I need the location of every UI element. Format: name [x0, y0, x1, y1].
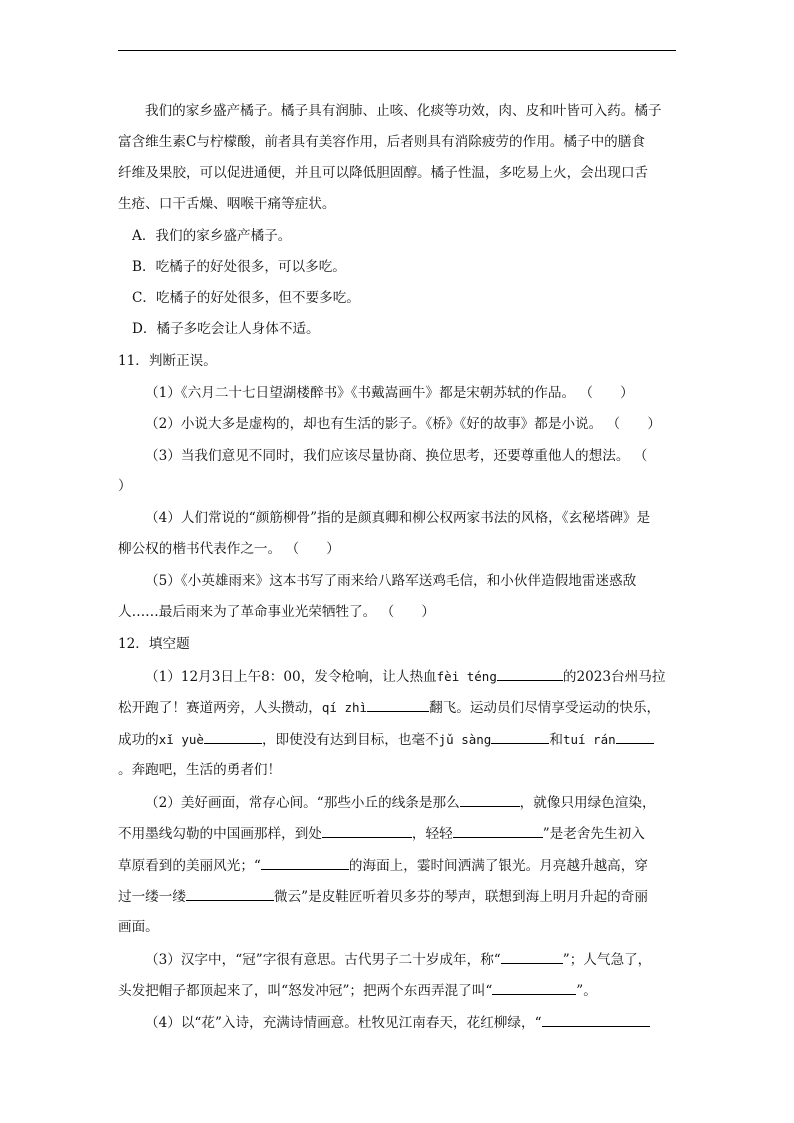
q12-p2-text-8: 过一缕一缕 [118, 889, 186, 905]
answer-blank-2[interactable] [367, 697, 429, 712]
q11-item-5-cont: 人……最后雨来为了革命事业光荣牺牲了。 （ ） [118, 604, 435, 620]
q12-p2-line-3 [118, 855, 678, 876]
q11-item-4-cont: 柳公权的楷书代表作之一。 （ ） [118, 541, 340, 557]
pinyin-ju-sang: jǔ sàng [438, 732, 492, 747]
q12-p2-text-9: 微云”是皮鞋匠听着贝多芬的琴声，联想到海上明月升起的奇丽 [273, 889, 648, 905]
q11-item-3: （3）当我们意见不同时，我们应该尽量协商、换位思考，还要尊重他人的想法。 （ [145, 448, 648, 464]
q12-p3-line-2 [118, 980, 678, 1001]
option-d: D．橘子多吃会让人身体不适。 [132, 321, 320, 337]
q12-p1-text-3: 松开跑了！赛道两旁，人头攒动， [118, 700, 322, 716]
q12-p2-line-1 [145, 792, 705, 813]
answer-blank-1[interactable] [497, 666, 563, 681]
q12-p3-text-4: ”。 [576, 983, 597, 999]
pinyin-xi-yue: xǐ yuè [158, 732, 204, 747]
q12-p3-text-2: ”；人气急了， [562, 952, 652, 968]
q12-p2-text-4: ，轻轻 [411, 826, 453, 842]
q12-p2-line-5: 画面。 [118, 919, 159, 935]
q12-p3-line-1 [145, 949, 705, 970]
q11-item-1: （1）《六月二十七日望湖楼醉书》《书戴嵩画牛》都是宋朝苏轼的作品。 （ ） [145, 385, 634, 401]
q11-item-4: （4）人们常说的“颜筋柳骨”指的是颜真卿和柳公权两家书法的风格，《玄秘塔碑》是 [145, 510, 651, 526]
q12-p2-text-6: 草原看到的美丽风光；“ [118, 858, 261, 874]
option-a: A．我们的家乡盛产橘子。 [132, 228, 292, 244]
q12-p2-line-4 [118, 886, 678, 907]
q11-item-5: （5）《小英雄雨来》这本书写了雨来给八路军送鸡毛信，和小伙伴造假地雷迷惑敌 [145, 573, 637, 589]
q12-p2-text-7: 的海面上，霎时间洒满了银光。月亮越升越高，穿 [348, 858, 648, 874]
q12-p4-line-1 [145, 1012, 705, 1033]
q12-p4-text-1: （4）以“花”入诗，充满诗情画意。杜牧见江南春天，花红柳绿，“ [145, 1015, 542, 1031]
q12-p2-line-2 [118, 823, 678, 844]
q12-p1-text-1: （1）12月3日上午8：00，发令枪响，让人热血 [145, 669, 437, 685]
q11-item-3-cont: ） [118, 478, 132, 494]
answer-blank-4[interactable] [491, 729, 549, 744]
q12-p2-text-5: ”是老舍先生初入 [542, 826, 645, 842]
passage-line-1: 我们的家乡盛产橘子。橘子具有润肺、止咳、化痰等功效，肉、皮和叶皆可入药。橘子 [145, 103, 662, 119]
q12-title: 12．填空题 [118, 636, 190, 652]
q12-p1-line-3 [118, 729, 678, 750]
q12-p1-text-2: 的2023台州马拉 [562, 669, 666, 685]
q12-p3-text-3: 头发把帽子都顶起来了，叫“怒发冲冠”；把两个东西弄混了叫“ [118, 983, 493, 999]
q11-item-2: （2）小说大多是虚构的，却也有生活的影子。《桥》《好的故事》都是小说。 （ ） [145, 416, 661, 432]
answer-blank-11[interactable] [501, 949, 563, 964]
q12-p2-text-3: 不用墨线勾勒的中国画那样，到处 [118, 826, 322, 842]
answer-blank-5[interactable] [616, 729, 654, 744]
option-c: C．吃橘子的好处很多，但不要多吃。 [132, 290, 360, 306]
q12-p2-text-1: （2）美好画面，常存心间。“那些小丘的线条是那么 [145, 795, 460, 811]
answer-blank-10[interactable] [186, 886, 274, 901]
q12-p2-text-2: ，就像只用绿色渲染， [519, 795, 656, 811]
answer-blank-12[interactable] [492, 980, 576, 995]
q12-p3-text-1: （3）汉字中，“冠”字很有意思。古代男子二十岁成年，称“ [145, 952, 501, 968]
passage-line-4: 生疮、口干舌燥、咽喉干痛等症状。 [118, 196, 336, 212]
q12-p1-line-1 [145, 666, 705, 687]
answer-blank-3[interactable] [204, 729, 262, 744]
answer-blank-9[interactable] [261, 855, 349, 870]
answer-blank-8[interactable] [453, 823, 543, 838]
option-b: B．吃橘子的好处很多，可以多吃。 [132, 259, 346, 275]
pinyin-qi-zhi: qí zhì [321, 700, 368, 715]
q12-p1-line-2 [118, 697, 678, 718]
answer-blank-13[interactable] [542, 1012, 650, 1027]
q11-title: 11．判断正误。 [118, 353, 217, 369]
pinyin-tui-ran: tuí rán [562, 732, 616, 747]
q12-p1-text-5: 成功的 [118, 732, 159, 748]
passage-line-2: 富含维生素C与柠檬酸，前者具有美容作用，后者则具有消除疲劳的作用。橘子中的膳食 [118, 134, 645, 150]
answer-blank-7[interactable] [322, 823, 412, 838]
q12-p1-text-6: ，即使没有达到目标，也毫不 [261, 732, 439, 748]
answer-blank-6[interactable] [460, 792, 520, 807]
q12-p1-text-7: 和 [549, 732, 563, 748]
q12-p1-line-4: 。奔跑吧，生活的勇者们！ [118, 762, 282, 778]
header-rule [118, 50, 676, 51]
q12-p1-text-4: 翻飞。运动员们尽情享受运动的快乐， [429, 700, 661, 716]
pinyin-fei-teng: fèi téng [436, 669, 497, 684]
passage-line-3: 纤维及果胶，可以促进通便，并且可以降低胆固醇。橘子性温，多吃易上火，会出现口舌 [118, 165, 649, 181]
